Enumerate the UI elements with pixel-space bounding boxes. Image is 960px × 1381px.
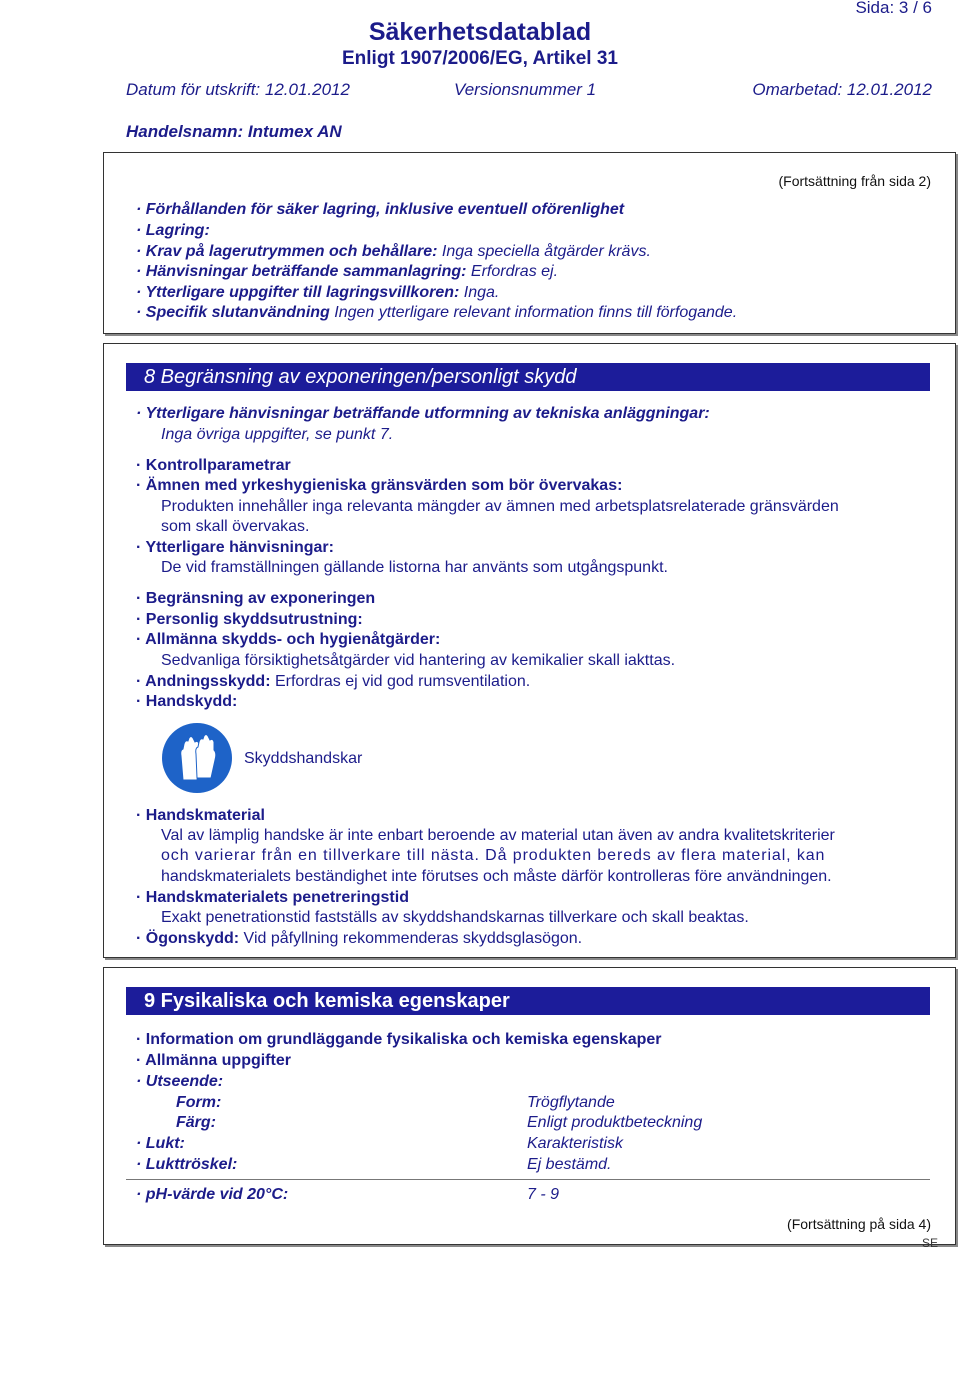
end-use-value: Ingen ytterligare relevant information finns till förfogande. (329, 304, 738, 321)
specific-end-use (136, 304, 737, 322)
substances-value-1: Produkten innehåller inga relevanta mängder av ämnen med arbetsplatsrelaterade gränsvärden (161, 498, 839, 515)
tech-value: Inga övriga uppgifter, se punkt 7. (161, 426, 394, 443)
appearance-label: · Utseende: (136, 1073, 224, 1090)
respiratory-value: Erfordras ej vid god rumsventilation. (270, 673, 531, 690)
eye-value: Vid påfyllning rekommenderas skyddsglasögon. (239, 930, 583, 947)
hygiene-value: Sedvanliga försiktighetsåtgärder vid hantering av kemikalier skall iakttas. (161, 652, 676, 669)
storage-together (136, 263, 558, 281)
odor-label: · Lukt: (136, 1135, 185, 1152)
form-label: Form: (176, 1094, 222, 1111)
hand-protection-label: · Handskydd: (136, 693, 238, 710)
respiratory-protection (136, 673, 530, 691)
glove-material-2: och varierar från en tillverkare till nästa. Då produkten bereds av flera material, kan (161, 847, 826, 864)
trade-name: Handelsnamn: Intumex AN (126, 122, 342, 141)
section9-heading: 9 Fysikaliska och kemiska egenskaper (126, 987, 930, 1015)
storage-together-value: Erfordras ej. (466, 263, 559, 280)
storage-requirements-value: Inga speciella åtgärder krävs. (437, 243, 651, 260)
print-date: Datum för utskrift: 12.01.2012 (126, 80, 350, 99)
glove-caption: Skyddshandskar (244, 750, 363, 767)
ph-label: · pH-värde vid 20°C: (136, 1186, 289, 1203)
end-use-label: · Specifik slutanvändning (136, 304, 330, 321)
storage-title: · Förhållanden för säker lagring, inklusive eventuell oförenlighet (136, 201, 625, 218)
storage-label: · Lagring: (136, 222, 210, 239)
odor-threshold-label: · Lukttröskel: (136, 1156, 238, 1173)
continued-from: (Fortsättning från sida 2) (778, 173, 931, 189)
storage-more-value: Inga. (459, 284, 500, 301)
continued-to: (Fortsättning på sida 4) (787, 1216, 931, 1232)
storage-requirements (136, 243, 651, 261)
eye-label: · Ögonskydd: (136, 930, 240, 947)
document-title: Säkerhetsdatablad (368, 18, 592, 46)
further-value: De vid framställningen gällande listorna har använts som utgångspunkt. (161, 559, 668, 576)
respiratory-label: · Andningsskydd: (136, 673, 271, 690)
storage-together-label: · Hänvisningar beträffande sammanlagring: (136, 263, 467, 280)
basic-properties-label: · Information om grundläggande fysikaliska och kemiska egenskaper (136, 1031, 662, 1048)
storage-more-label: · Ytterligare uppgifter till lagringsvillkoren: (136, 284, 460, 301)
page-number: Sida: 3 / 6 (855, 0, 932, 17)
divider (126, 1179, 930, 1180)
section8-heading: 8 Begränsning av exponeringen/personligt skydd (126, 363, 930, 391)
substances-value-2: som skall övervakas. (161, 518, 310, 535)
color-value: Enligt produktbeteckning (527, 1114, 703, 1131)
general-info-label: · Allmänna uppgifter (136, 1052, 291, 1069)
country-code: SE (921, 1236, 938, 1250)
document-subtitle: Enligt 1907/2006/EG, Artikel 31 (342, 48, 618, 69)
glove-material-3: handskmaterialets beständighet inte förutses och måste därför kontrolleras före användningen. (161, 868, 832, 885)
penetration-value: Exakt penetrationstid fastställs av skyddshandskarnas tillverkare och skall beaktas. (161, 909, 749, 926)
form-value: Trögflytande (527, 1094, 615, 1111)
odor-threshold-value: Ej bestämd. (527, 1156, 612, 1173)
penetration-label: · Handskmaterialets penetreringstid (136, 889, 409, 906)
hygiene-label: · Allmänna skydds- och hygienåtgärder: (136, 631, 441, 648)
further-label: · Ytterligare hänvisningar: (136, 539, 334, 556)
eye-protection (136, 930, 582, 948)
odor-value: Karakteristisk (527, 1135, 624, 1152)
storage-requirements-label: · Krav på lagerutrymmen och behållare: (136, 243, 438, 260)
glove-material-label: · Handskmaterial (136, 807, 265, 824)
protective-gloves-icon (161, 722, 233, 794)
ppe-label: · Personlig skyddsutrustning: (136, 611, 363, 628)
glove-material-1: Val av lämplig handske är inte enbart beroende av material utan även av andra kvalitetskriterier (161, 827, 835, 844)
ph-value: 7 - 9 (527, 1186, 560, 1203)
exposure-label: · Begränsning av exponeringen (136, 590, 376, 607)
substances-label: · Ämnen med yrkeshygieniska gränsvärden som bör övervakas: (136, 477, 623, 494)
version-number: Versionsnummer 1 (454, 80, 597, 99)
control-parameters-label: · Kontrollparametrar (136, 457, 291, 474)
tech-label: · Ytterligare hänvisningar beträffande utformning av tekniska anläggningar: (136, 405, 710, 422)
color-label: Färg: (176, 1114, 216, 1131)
revised-date: Omarbetad: 12.01.2012 (752, 80, 932, 99)
storage-more (136, 284, 499, 302)
